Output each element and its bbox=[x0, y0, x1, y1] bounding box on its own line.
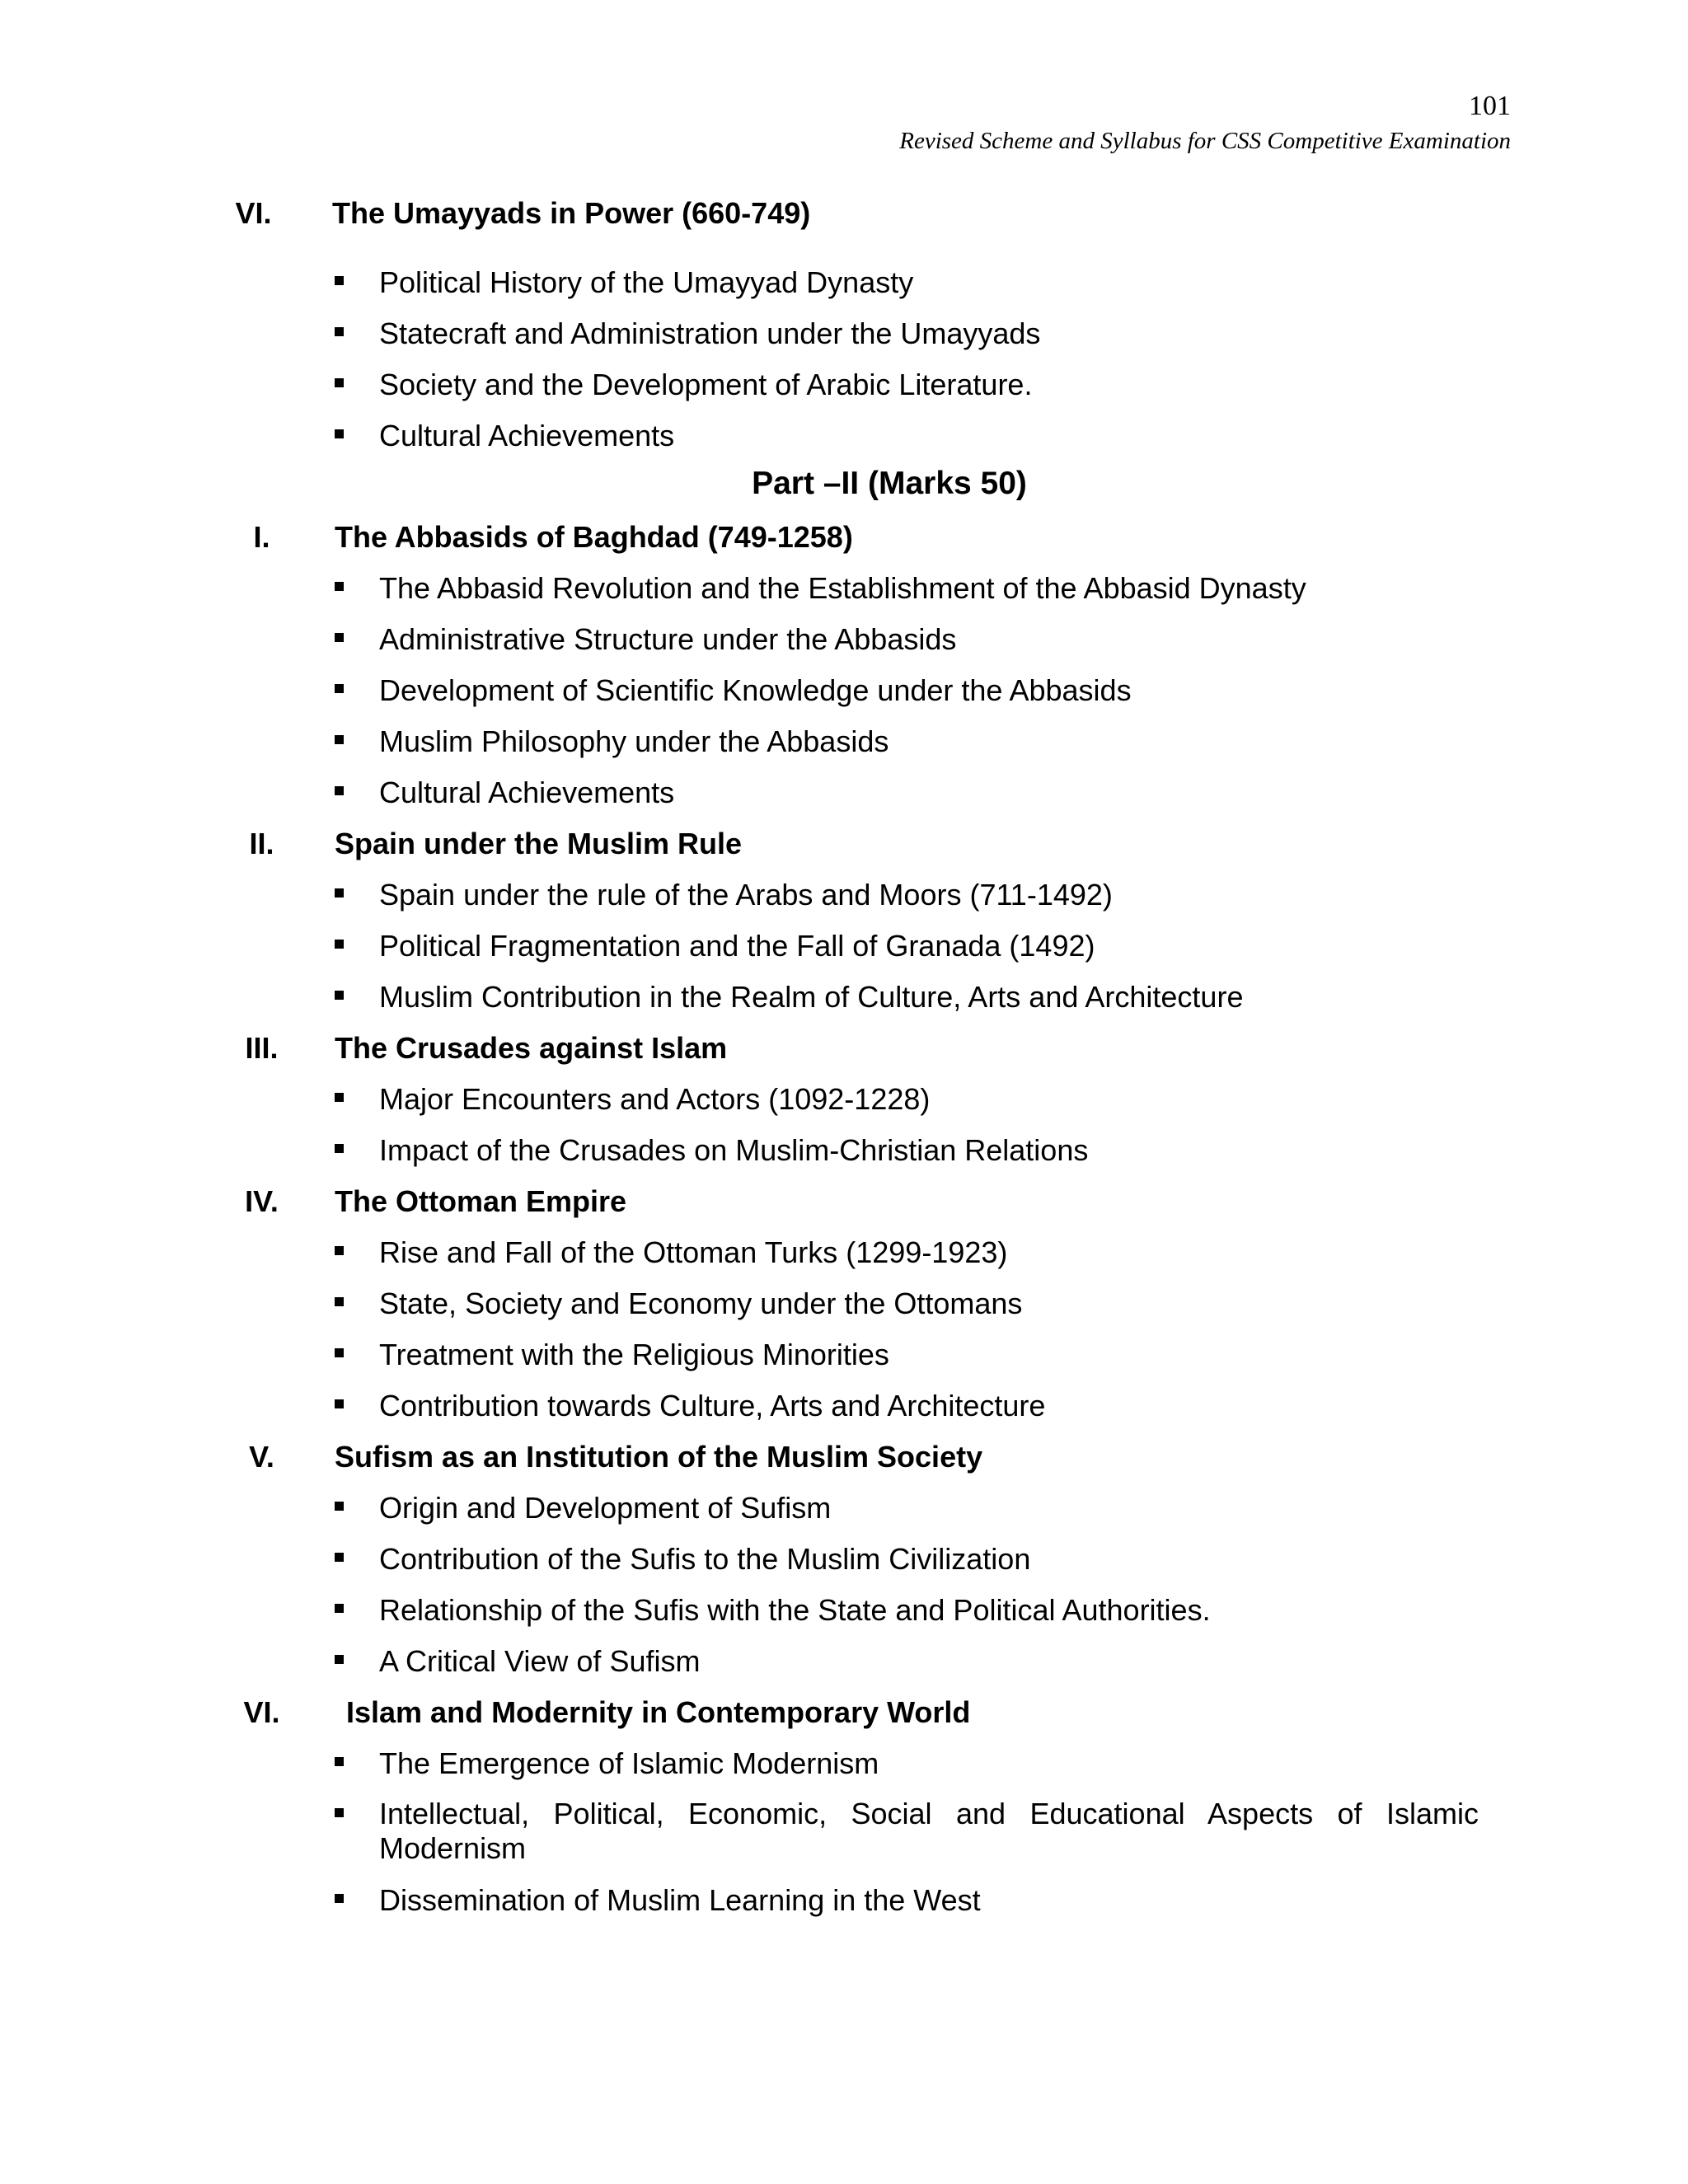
list-item: Treatment with the Religious Minorities bbox=[0, 1337, 1688, 1388]
bullet-icon bbox=[335, 1894, 344, 1903]
topic-list bbox=[0, 877, 1688, 1030]
list-item: Society and the Development of Arabic Literature. bbox=[0, 367, 1688, 418]
list-item: Impact of the Crusades on Muslim-Christian Relations bbox=[0, 1132, 1688, 1183]
list-item: Political History of the Umayyad Dynasty bbox=[0, 265, 1688, 316]
bullet-icon bbox=[335, 1655, 344, 1664]
bullet-icon bbox=[335, 1399, 344, 1408]
section-heading bbox=[0, 1439, 1688, 1490]
list-item: Intellectual, Political, Economic, Social and Educational Aspects of Islamic Modernism bbox=[0, 1797, 1688, 1882]
bullet-icon bbox=[335, 1553, 344, 1562]
bullet-icon bbox=[335, 1144, 344, 1153]
bullet-icon bbox=[335, 684, 344, 693]
list-item: Dissemination of Muslim Learning in the West bbox=[0, 1882, 1688, 1933]
section-heading bbox=[0, 1183, 1688, 1235]
part-heading: Part –II (Marks 50) bbox=[752, 466, 1027, 501]
bullet-icon bbox=[335, 1808, 344, 1817]
section-title: The Ottoman Empire bbox=[335, 1184, 627, 1218]
list-item: Relationship of the Sufis with the State and Political Authorities. bbox=[0, 1592, 1688, 1643]
topic-list bbox=[0, 1235, 1688, 1439]
section-title: Islam and Modernity in Contemporary World bbox=[346, 1695, 971, 1729]
section-sufism bbox=[0, 1439, 1688, 1694]
list-item: The Abbasid Revolution and the Establishment of the Abbasid Dynasty bbox=[0, 570, 1688, 621]
topic-list bbox=[0, 1081, 1688, 1183]
list-item: Muslim Contribution in the Realm of Culture, Arts and Architecture bbox=[0, 979, 1688, 1030]
section-crusades bbox=[0, 1030, 1688, 1183]
list-item: Origin and Development of Sufism bbox=[0, 1490, 1688, 1541]
list-item: Muslim Philosophy under the Abbasids bbox=[0, 724, 1688, 775]
running-header: Revised Scheme and Syllabus for CSS Competitive Examination bbox=[899, 128, 1511, 154]
bullet-icon bbox=[335, 1246, 344, 1255]
topic-list bbox=[0, 265, 1688, 469]
bullet-icon bbox=[335, 1348, 344, 1357]
list-item: Cultural Achievements bbox=[0, 775, 1688, 826]
section-title: The Crusades against Islam bbox=[335, 1031, 728, 1065]
section-heading bbox=[0, 519, 1688, 570]
list-item: A Critical View of Sufism bbox=[0, 1643, 1688, 1694]
bullet-icon bbox=[335, 633, 344, 642]
section-umayyads bbox=[0, 195, 1688, 469]
topic-list bbox=[0, 1490, 1688, 1694]
bullet-icon bbox=[335, 276, 344, 285]
topic-list bbox=[0, 1746, 1688, 1933]
bullet-icon bbox=[335, 735, 344, 744]
bullet-icon bbox=[335, 786, 344, 795]
bullet-icon bbox=[335, 1297, 344, 1306]
section-heading bbox=[0, 1694, 1688, 1746]
section-heading bbox=[0, 1030, 1688, 1081]
section-heading bbox=[0, 195, 1688, 246]
section-numeral: V. bbox=[249, 1440, 274, 1474]
list-item: Contribution of the Sufis to the Muslim Civilization bbox=[0, 1541, 1688, 1592]
topic-list bbox=[0, 570, 1688, 826]
list-item: State, Society and Economy under the Ottomans bbox=[0, 1286, 1688, 1337]
list-item: The Emergence of Islamic Modernism bbox=[0, 1746, 1688, 1797]
bullet-icon bbox=[335, 1502, 344, 1511]
section-title: Sufism as an Institution of the Muslim Society bbox=[335, 1440, 983, 1474]
list-item: Administrative Structure under the Abbasids bbox=[0, 621, 1688, 673]
section-heading bbox=[0, 826, 1688, 877]
section-numeral: III. bbox=[245, 1031, 279, 1065]
section-abbasids bbox=[0, 519, 1688, 826]
list-item: Development of Scientific Knowledge under the Abbasids bbox=[0, 673, 1688, 724]
list-item: Contribution towards Culture, Arts and Architecture bbox=[0, 1388, 1688, 1439]
section-modernity bbox=[0, 1694, 1688, 1933]
bullet-icon bbox=[335, 582, 344, 591]
bullet-icon bbox=[335, 429, 344, 438]
bullet-icon bbox=[335, 1604, 344, 1613]
section-spain bbox=[0, 826, 1688, 1030]
section-numeral: I. bbox=[253, 520, 270, 554]
section-numeral: VI. bbox=[235, 196, 272, 230]
bullet-icon bbox=[335, 327, 344, 336]
list-item: Statecraft and Administration under the Umayyads bbox=[0, 316, 1688, 367]
section-numeral: II. bbox=[249, 827, 274, 860]
section-numeral: IV. bbox=[245, 1184, 279, 1218]
section-numeral: VI. bbox=[243, 1695, 280, 1729]
bullet-icon bbox=[335, 888, 344, 898]
bullet-icon bbox=[335, 378, 344, 387]
list-item: Major Encounters and Actors (1092-1228) bbox=[0, 1081, 1688, 1132]
bullet-icon bbox=[335, 1093, 344, 1102]
list-item: Cultural Achievements bbox=[0, 418, 1688, 469]
bullet-icon bbox=[335, 991, 344, 1000]
list-item: Political Fragmentation and the Fall of Granada (1492) bbox=[0, 928, 1688, 979]
list-item: Rise and Fall of the Ottoman Turks (1299-1923) bbox=[0, 1235, 1688, 1286]
list-item: Spain under the rule of the Arabs and Moors (711-1492) bbox=[0, 877, 1688, 928]
section-title: Spain under the Muslim Rule bbox=[335, 827, 743, 860]
section-ottoman bbox=[0, 1183, 1688, 1439]
page-number: 101 bbox=[1469, 91, 1511, 121]
bullet-icon bbox=[335, 1757, 344, 1766]
bullet-icon bbox=[335, 940, 344, 949]
section-title: The Abbasids of Baghdad (749-1258) bbox=[335, 520, 853, 554]
section-title: The Umayyads in Power (660-749) bbox=[332, 196, 811, 230]
